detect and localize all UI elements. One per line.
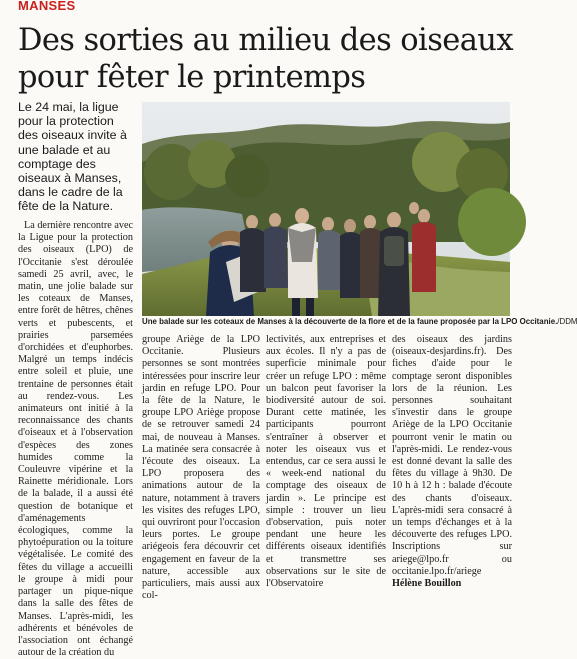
article-headline: Des sorties au milieu des oiseaux pour fêter le printemps — [18, 23, 513, 95]
body-paragraph: groupe Ariège de la LPO Occitanie. Plusieurs personnes se sont montrées intéressées pour inscrire leur jardin en refuge LPO. Pour la fête de la Nature, le groupe LPO Ariège propose de se retrouver samedi 24 mai, de nouveau à Manses. La matinée sera consacrée à l'écoute des oiseaux. La LPO proposera des animations autour de la nature, notamment à travers les visites des refuges LPO, qui ouvriront pour l'occasion leurs portes. Le groupe ariégeois fera découvrir cet engagement en faveur de la nature, accessible aux particuliers, mais aussi aux col- — [142, 334, 260, 602]
body-paragraph: des oiseaux des jardins (oiseaux-desjardins.fr). Des fiches d'aide pour le comptage seront disponibles lors de la réunion. Les personnes souhaitant s'investir dans le groupe Ariège de la LPO Occitanie pourront venir le matin ou l'après-midi. Le rendez-vous est donné devant la salle des fêtes du village à 9h30. De 10 h à 12 h : balade d'écoute des chants d'oiseaux. L'après-midi sera consacré à un temps d'échanges et à la découverte des refuges LPO. Inscriptions sur ariege@lpo.fr ou occitanie.lpo.fr/ariege — [392, 334, 512, 577]
body-column-3 — [266, 334, 386, 590]
article-lead: Le 24 mai, la ligue pour la protection des oiseaux invite à une balade et au comptage des oiseaux à Manses, dans le cadre de la fête de la Nature. — [18, 100, 127, 214]
body-column-1 — [18, 220, 133, 659]
article-photo — [142, 102, 510, 316]
caption-text: Une balade sur les coteaux de Manses à la découverte de la flore et de la faune proposée par la LPO Occitanie. — [142, 317, 558, 326]
body-paragraph: lectivités, aux entreprises et aux écoles. Il n'y a pas de superficie minimale pour créer un refuge LPO : même un balcon peut favoriser la biodiversité autour de soi. Durant cette matinée, les participants pourront s'entraîner à observer et noter les oiseaux vus et entendus, car ce sera aussi le « week-end national du comptage des oiseaux de jardin ». Le principe est simple : trouver un lieu d'observation, puis noter pendant une heure les différents oiseaux identifiés et transmettre ses observations sur le site de l'Observatoire — [266, 334, 386, 590]
body-column-2 — [142, 334, 260, 602]
body-paragraph: La dernière rencontre avec la Ligue pour la protection des oiseaux (LPO) de l'Occitanie s'est déroulée samedi 25 avril, avec, le matin, une jolie balade sur les coteaux de Manses, entre forêt de hêtres, chênes verts et pubescents, et prairies parsemées d'orchidées et d'euphorbes. Malgré un temps indécis entre soleil et pluie, une trentaine de personnes était au rendez-vous. Les animateurs ont initié à la reconnaissance des chants d'oiseaux et à l'observation d'espèces des zones humides comme la Couleuvre vipérine et la Rainette méridionale. Lors de la balade, il a aussi été question de botanique et d'aménagements écologiques, comme la phytoépuration ou la toiture végétalisée. Le comité des fêtes du village a accueilli le groupe à midi pour partager un pique-nique dans la salle des fêtes de Manses. L'après-midi, les adhérents et bénévoles de l'association ont échangé autour de la création du — [18, 220, 133, 659]
author-signature: Hélène Bouillon — [392, 578, 462, 590]
section-kicker: MANSES — [18, 0, 76, 13]
photo-caption — [142, 317, 577, 326]
photo-group-walkers-near-pond — [142, 102, 510, 316]
photo-credit: /DDM — [557, 317, 577, 326]
body-column-4 — [392, 334, 512, 590]
